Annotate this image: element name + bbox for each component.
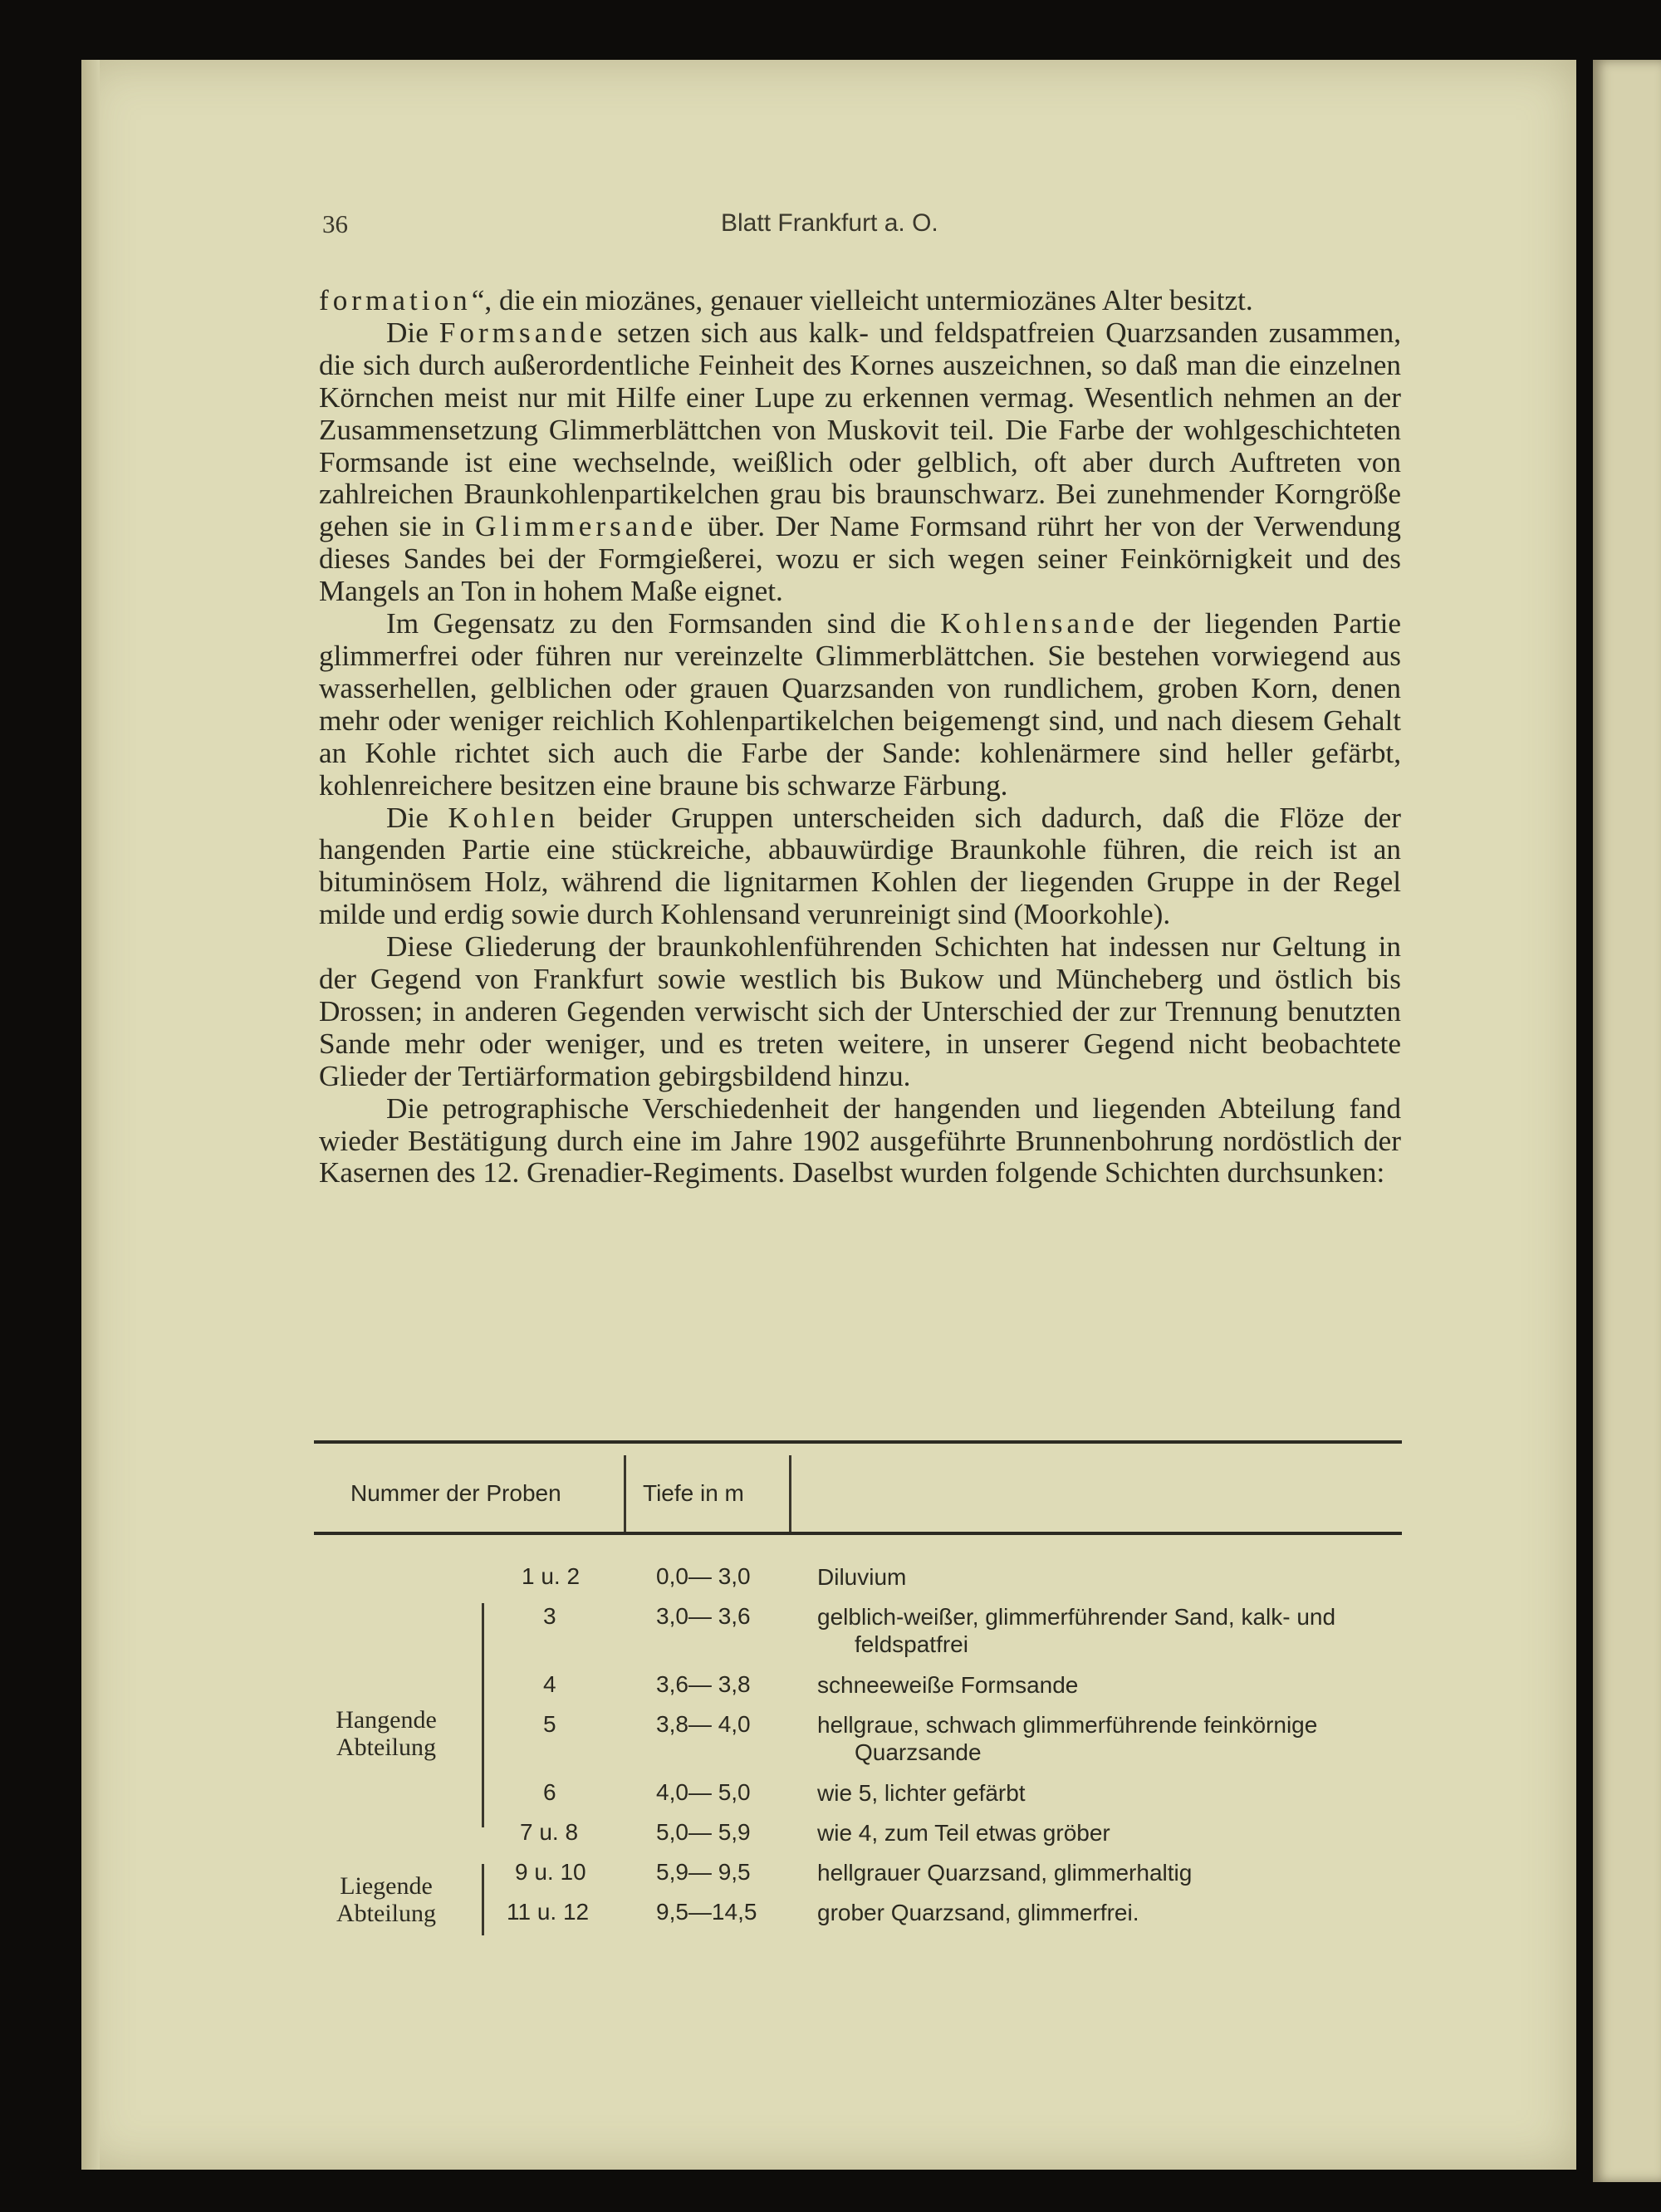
description-line: hellgraue, schwach glimmerführende feinkörnige — [817, 1712, 1318, 1738]
paragraph-text: Die — [386, 316, 439, 349]
depth-range: 3,0— 3,6 — [656, 1603, 751, 1629]
column-divider — [624, 1455, 626, 1532]
layer-description — [817, 1779, 1415, 1807]
spaced-term: Glimmersande — [475, 510, 698, 543]
paragraph-5: Diese Gliederung der braunkohlenführenden Schichten hat indessen nur Geltung in der Gegend von Frankfurt sowie westlich bis Bukow und Müncheberg und östlich bis Drossen; in anderen Gegenden verwischt sich der Unterschied der zur Trennung benutzten Sande mehr oder weniger, und es treten weitere, in unserer Gegend nicht beobachtete Glieder der Tertiärformation gebirgsbildend hinzu. — [319, 930, 1401, 1092]
paragraph-6: Die petrographische Verschiedenheit der hangenden und liegenden Abteilung fand wieder Bestätigung durch eine im Jahre 1902 ausgeführte Brunnenbohrung nordöstlich der Kasernen des 12. Grenadier-Regiments. Daselbst wurden folgende Schichten durchsunken: — [319, 1091, 1401, 1189]
sample-number: 9 u. 10 — [515, 1859, 586, 1885]
depth-range: 3,6— 3,8 — [656, 1671, 751, 1697]
paragraph-text: “, die ein miozänes, genauer vielleicht untermiozänes Alter besitzt. — [471, 284, 1253, 316]
sample-number: 7 u. 8 — [520, 1819, 579, 1845]
group-label-line: Hangende — [336, 1706, 437, 1734]
description-line: gelblich-weißer, glimmerführender Sand, kalk- und — [817, 1604, 1336, 1630]
layer-description — [817, 1899, 1415, 1926]
paragraph-text: setzen sich aus kalk- und feldspatfreien Quarzsanden zusammen, die sich durch außerordentliche Feinheit des Kornes auszeichnen, so daß man die einzelnen Körnchen meist nur mit Hilfe einer Lupe zu erkennen vermag. Wesentlich nehmen an der Zusammensetzung Glimmerblättchen von Muskovit teil. Die Farbe der wohlgeschichteten Formsande ist eine wechselnde, weißlich oder gelblich, oft aber durch Auftreten von zahlreichen Braunkohlenpartikelchen grau bis braunschwarz. Bei zunehmender Korngröße gehen sie in — [319, 316, 1401, 543]
spaced-term: Formsande — [439, 316, 607, 349]
depth-range: 4,0— 5,0 — [656, 1779, 751, 1805]
description-line: hellgrauer Quarzsand, glimmerhaltig — [817, 1860, 1193, 1886]
brace-lower — [482, 1864, 496, 1935]
sample-number: 1 u. 2 — [522, 1563, 581, 1589]
header-title: Blatt Frankfurt a. O. — [721, 209, 938, 237]
header-depth: Tiefe in m — [643, 1480, 744, 1506]
description-continuation: Quarzsande — [855, 1739, 982, 1765]
header-samples: Nummer der Proben — [350, 1480, 561, 1506]
depth-range: 9,5—14,5 — [656, 1899, 757, 1925]
depth-range: 5,0— 5,9 — [656, 1819, 751, 1845]
paragraph-4 — [319, 802, 1401, 932]
paragraph-text: der liegenden Partie glimmerfrei oder führen nur vereinzelte Glimmerblättchen. Sie bestehen vorwiegend aus wasserhellen, gelblichen oder grauen Quarzsanden von rundlichem, groben Korn, denen mehr oder weniger reichlich Kohlenpartikelchen beigemengt sind, und nach diesem Gehalt an Kohle richtet sich auch die Farbe der Sande: kohlenärmere sind heller gefärbt, kohlenreichere besitzen eine braune bis schwarze Färbung. — [319, 607, 1401, 802]
group-label-upper — [311, 1706, 461, 1761]
column-divider — [789, 1455, 791, 1532]
group-label-lower — [311, 1872, 461, 1927]
sample-number: 6 — [543, 1779, 556, 1805]
borehole-table — [314, 1440, 1402, 1939]
table-header-rule — [314, 1532, 1402, 1535]
group-label-line: Liegende — [340, 1872, 433, 1900]
body-text — [319, 285, 1401, 1189]
brace-upper — [482, 1603, 496, 1827]
paragraph-text: Im Gegensatz zu den Formsanden sind die — [386, 607, 941, 640]
paragraph-text: Die — [386, 801, 448, 834]
paragraph-text: über. Der Name Formsand rührt her von der Verwendung dieses Sandes bei der Formgießerei, wozu er sich wegen seiner Feinkörnigkeit und des Mangels an Ton in hohem Maße eignet. — [319, 510, 1401, 608]
description-line: grober Quarzsand, glimmerfrei. — [817, 1900, 1139, 1925]
description-line: Diluvium — [817, 1564, 907, 1590]
paragraph-3 — [319, 608, 1401, 802]
description-line: wie 5, lichter gefärbt — [817, 1780, 1026, 1806]
description-line: wie 4, zum Teil etwas gröber — [817, 1820, 1110, 1846]
description-continuation: feldspatfrei — [855, 1631, 968, 1657]
depth-range: 3,8— 4,0 — [656, 1711, 751, 1737]
page-gutter — [81, 60, 100, 2170]
table-top-rule — [314, 1440, 1402, 1444]
depth-range: 0,0— 3,0 — [656, 1563, 751, 1589]
layer-description — [817, 1711, 1415, 1766]
layer-description — [817, 1563, 1415, 1591]
sample-number: 11 u. 12 — [507, 1899, 590, 1925]
description-line: schneeweiße Formsande — [817, 1672, 1079, 1698]
group-label-line: Abteilung — [336, 1900, 436, 1927]
paragraph-text: beider Gruppen unterscheiden sich dadurch, daß die Flöze der hangenden Partie eine stückreiche, abbauwürdige Braunkohle führen, die reich ist an bituminösem Holz, während die lignitarmen Kohlen der liegenden Gruppe in der Regel milde und erdig sowie durch Kohlensand verunreinigt sind (Moorkohle). — [319, 801, 1401, 931]
spaced-term: Kohlensande — [940, 607, 1139, 640]
spaced-term: Kohlen — [448, 801, 559, 834]
spaced-term: formation — [319, 284, 472, 316]
sample-number: 4 — [543, 1671, 556, 1697]
group-label-line: Abteilung — [336, 1734, 436, 1761]
paragraph-1 — [319, 285, 1401, 317]
depth-range: 5,9— 9,5 — [656, 1859, 751, 1885]
layer-description — [817, 1859, 1415, 1886]
page-number: 36 — [322, 209, 348, 238]
adjacent-page-edge — [1593, 60, 1661, 2182]
layer-description — [817, 1819, 1415, 1847]
sample-number: 3 — [543, 1603, 556, 1629]
sample-number: 5 — [543, 1711, 556, 1737]
layer-description — [817, 1603, 1415, 1658]
layer-description — [817, 1671, 1415, 1699]
running-head — [322, 209, 1402, 243]
paragraph-2 — [319, 317, 1401, 608]
